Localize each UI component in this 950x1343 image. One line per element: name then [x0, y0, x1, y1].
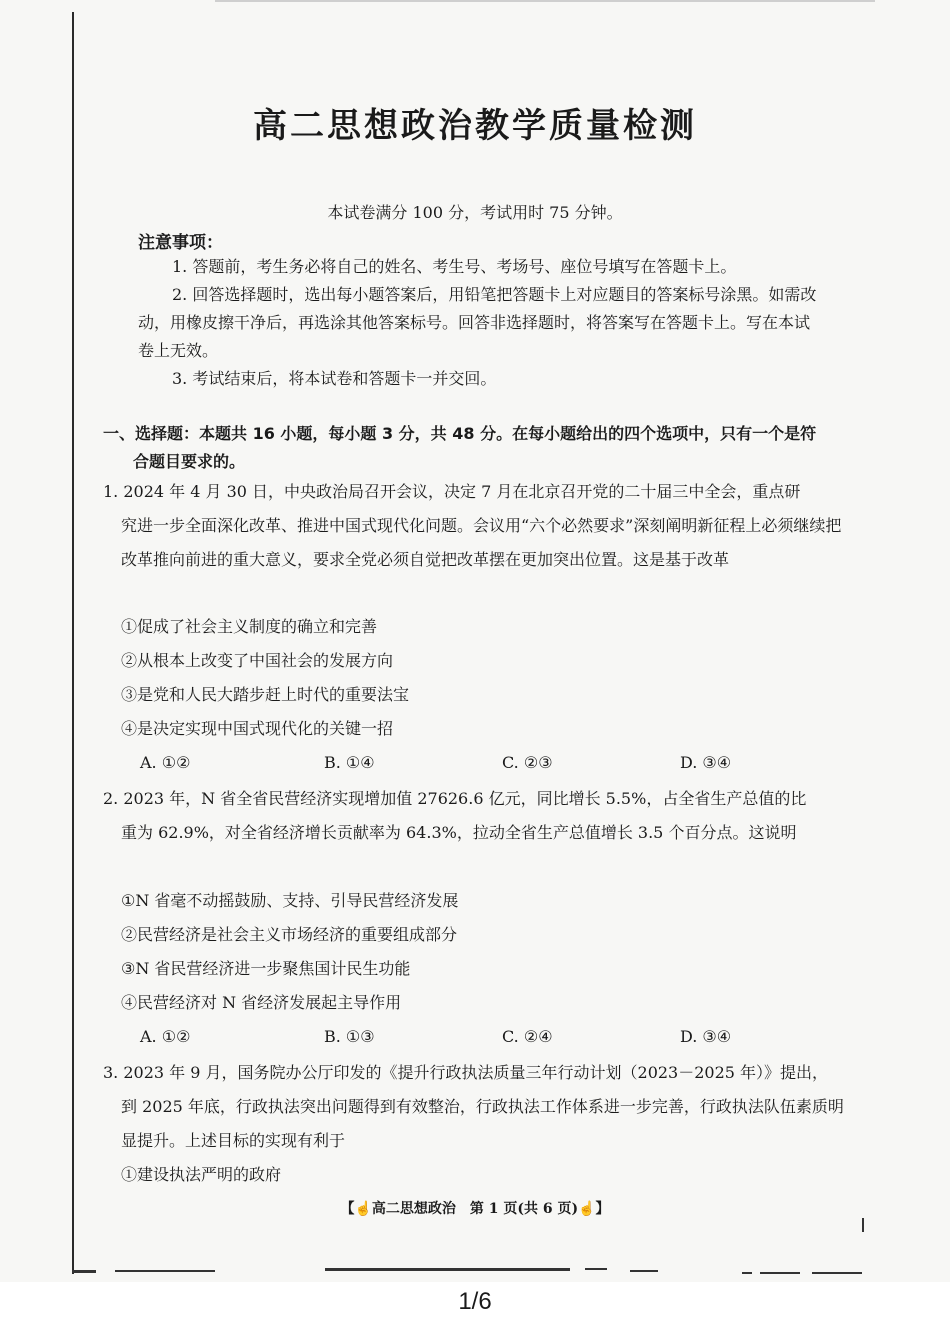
- question-2-option: ③N 省民营经济进一步聚焦国计民生功能: [121, 959, 411, 978]
- scan-stroke: [742, 1272, 752, 1274]
- scan-stroke: [115, 1270, 215, 1272]
- choice-b: B. ①④: [324, 753, 375, 772]
- choice-c: C. ②③: [502, 753, 553, 772]
- section-heading-line: 合题目要求的。: [133, 452, 246, 471]
- question-3-option: ①建设执法严明的政府: [121, 1165, 282, 1184]
- notice-heading: 注意事项：: [138, 233, 223, 253]
- scan-stroke: [585, 1268, 607, 1270]
- question-2-option: ①N 省毫不动摇鼓励、支持、引导民营经济发展: [121, 891, 459, 910]
- notice-item: 1. 答题前，考生务必将自己的姓名、考生号、考场号、座位号填写在答题卡上。: [172, 257, 737, 276]
- choice-a: A. ①②: [140, 1027, 191, 1046]
- notice-item: 3. 考试结束后，将本试卷和答题卡一并交回。: [172, 369, 497, 388]
- section-heading: [103, 420, 853, 476]
- question-2-option: ②民营经济是社会主义市场经济的重要组成部分: [121, 925, 458, 944]
- question-stem-text: 到 2025 年底，行政执法突出问题得到有效整治，行政执法工作体系进一步完善，行政执法队伍素质明显提升。上述目标的实现有利于: [121, 1097, 844, 1150]
- question-1-option: ②从根本上改变了中国社会的发展方向: [121, 651, 394, 670]
- scan-stroke: [760, 1272, 800, 1274]
- question-2-stem: [103, 782, 845, 850]
- question-stem-text: 究进一步全面深化改革、推进中国式现代化问题。会议用“六个必然要求”深刻阐明新征程上必须继续把改革推向前进的重大意义，要求全党必须自觉把改革摆在更加突出位置。这是基于改革: [121, 516, 842, 569]
- section-heading-line: 一、选择题：本题共 16 小题，每小题 3 分，共 48 分。在每小题给出的四个选项中，只有一个是符: [103, 424, 817, 443]
- question-1-option: ④是决定实现中国式现代化的关键一招: [121, 719, 394, 738]
- choice-c: C. ②④: [502, 1027, 553, 1046]
- question-stem-line: 1. 2024 年 4 月 30 日，中央政治局召开会议，决定 7 月在北京召开党的二十届三中全会，重点研: [103, 482, 801, 501]
- scan-stroke: [812, 1272, 862, 1274]
- question-stem-line: 2. 2023 年，N 省全省民营经济实现增加值 27626.6 亿元，同比增长 5.5%，占全省生产总值的比: [103, 789, 807, 808]
- choice-d: D. ③④: [680, 1027, 732, 1046]
- notice-item: 2. 回答选择题时，选出每小题答案后，用铅笔把答题卡上对应题目的答案标号涂黑。如需改动，用橡皮擦干净后，再选涂其他答案标号。回答非选择题时，将答案写在答题卡上。写在本试卷上无效。: [138, 285, 817, 360]
- question-stem-text: 重为 62.9%，对全省经济增长贡献率为 64.3%，拉动全省生产总值增长 3.5 个百分点。这说明: [121, 823, 797, 842]
- question-3-stem: [103, 1056, 845, 1158]
- exam-subtitle: 本试卷满分 100 分，考试用时 75 分钟。: [327, 203, 623, 222]
- question-2-option: ④民营经济对 N 省经济发展起主导作用: [121, 993, 402, 1012]
- question-1-option: ③是党和人民大踏步赶上时代的重要法宝: [121, 685, 410, 704]
- scan-mark: [862, 1218, 864, 1232]
- scan-stroke: [72, 1270, 96, 1273]
- question-1-stem: [103, 475, 845, 577]
- scan-stroke: [630, 1270, 658, 1272]
- scan-edge-top: [215, 0, 875, 2]
- question-stem-line: 3. 2023 年 9 月，国务院办公厅印发的《提升行政执法质量三年行动计划（2023－2025 年）》提出，: [103, 1063, 829, 1082]
- choice-b: B. ①③: [324, 1027, 375, 1046]
- exam-title: 高二思想政治教学质量检测: [253, 106, 697, 146]
- choice-d: D. ③④: [680, 753, 732, 772]
- choice-a: A. ①②: [140, 753, 191, 772]
- scan-stroke: [325, 1268, 570, 1271]
- question-1-option: ①促成了社会主义制度的确立和完善: [121, 617, 378, 636]
- page-indicator: 1/6: [458, 1288, 492, 1315]
- page-footer: 【☝高二思想政治 第 1 页(共 6 页)☝】: [340, 1201, 610, 1217]
